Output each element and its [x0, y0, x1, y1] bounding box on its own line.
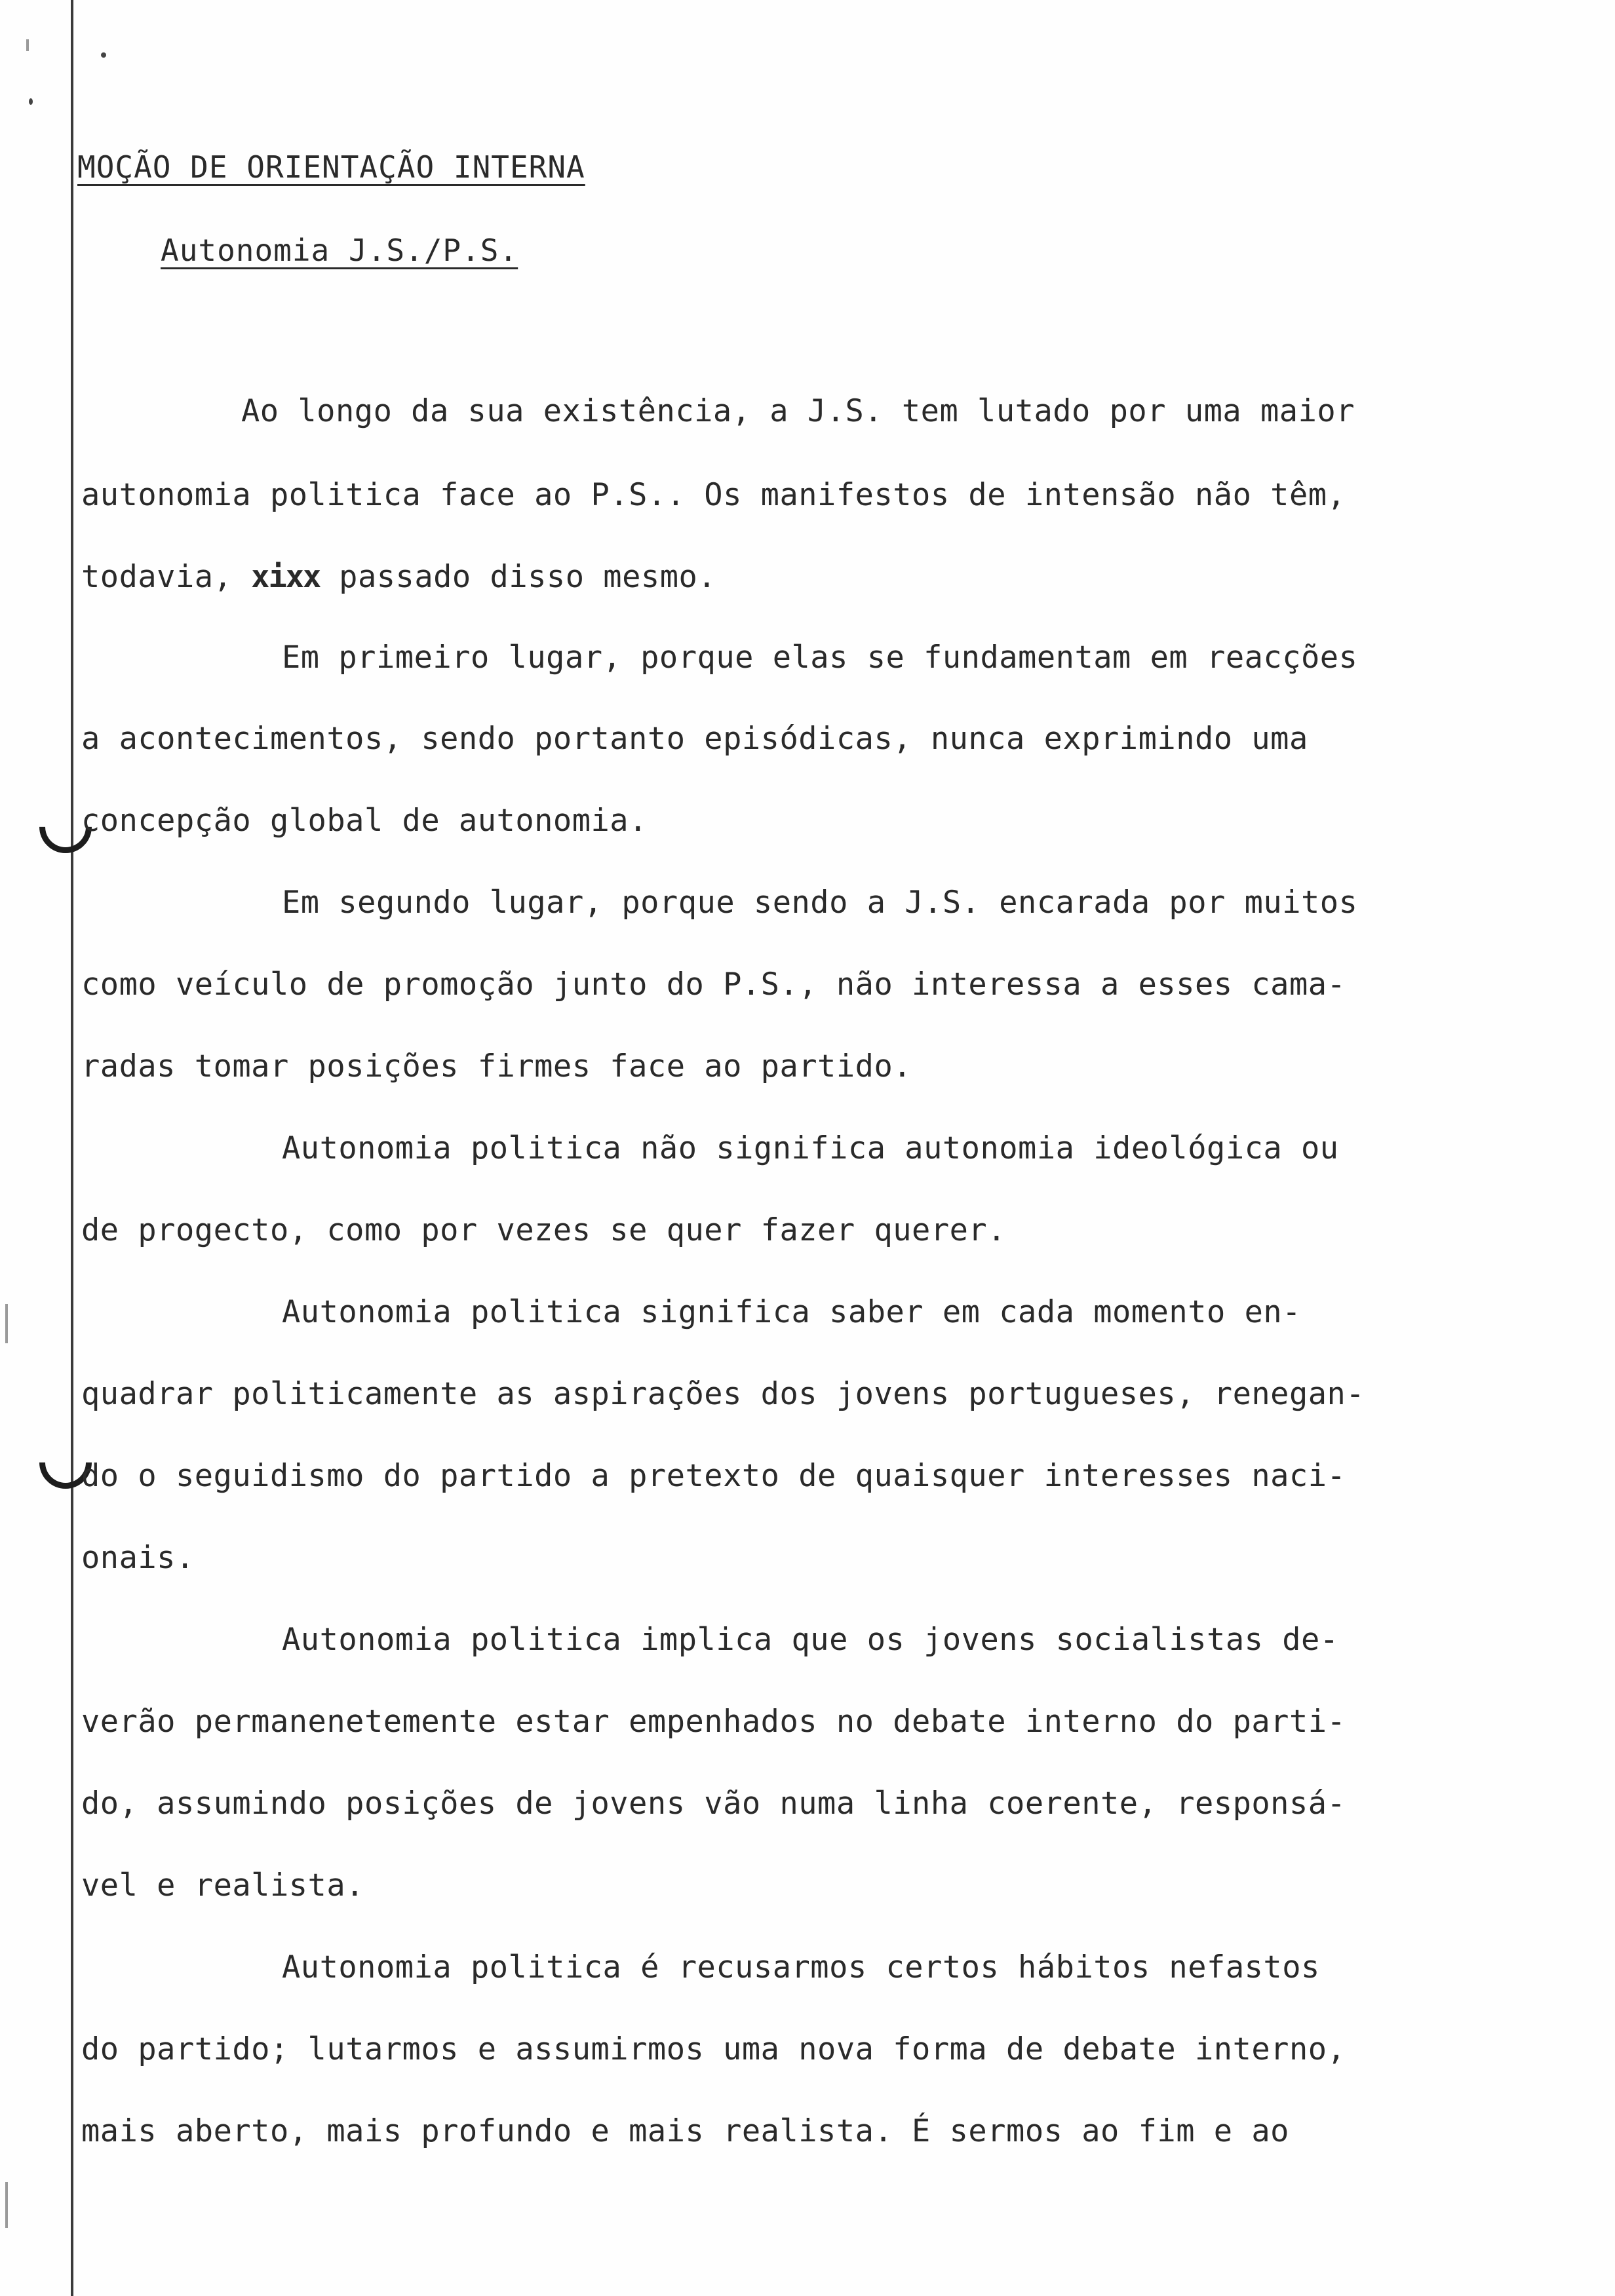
- text-line: onais.: [81, 1540, 195, 1576]
- text-line: radas tomar posições firmes face ao partido.: [81, 1048, 912, 1084]
- text-line: Em primeiro lugar, porque elas se fundamentam em reacções: [282, 640, 1358, 676]
- struck-word: xixx: [251, 559, 321, 595]
- text-line: concepção global de autonomia.: [81, 803, 648, 839]
- edge-mark: [5, 1304, 8, 1343]
- margin-rule: [71, 0, 73, 2296]
- line-rest: passado disso mesmo.: [339, 559, 717, 595]
- document-subheading: Autonomia J.S./P.S.: [161, 233, 518, 268]
- line-prefix: todavia,: [81, 559, 233, 595]
- text-line: do o seguidismo do partido a pretexto de quaisquer interesses naci-: [81, 1458, 1346, 1494]
- speck: [29, 98, 33, 105]
- text-line: Em segundo lugar, porque sendo a J.S. encarada por muitos: [282, 885, 1358, 921]
- edge-mark: [26, 39, 29, 51]
- text-line: como veículo de promoção junto do P.S., não interessa a esses cama-: [81, 966, 1346, 1003]
- text-line: do partido; lutarmos e assumirmos uma nova forma de debate interno,: [81, 2031, 1346, 2067]
- text-line: quadrar politicamente as aspirações dos jovens portugueses, renegan-: [81, 1376, 1365, 1412]
- speck: [101, 52, 106, 58]
- text-line: de progecto, como por vezes se quer fazer querer.: [81, 1212, 1007, 1248]
- text-line: do, assumindo posições de jovens vão numa linha coerente, responsá-: [81, 1786, 1346, 1822]
- text-line: Autonomia politica não significa autonomia ideológica ou: [282, 1130, 1339, 1166]
- text-line: mais aberto, mais profundo e mais realista. É sermos ao fim e ao: [81, 2113, 1289, 2149]
- text-line: [81, 559, 716, 595]
- text-line: autonomia politica face ao P.S.. Os manifestos de intensão não têm,: [81, 477, 1346, 513]
- text-line: a acontecimentos, sendo portanto episódicas, nunca exprimindo uma: [81, 721, 1308, 757]
- text-line: Autonomia politica implica que os jovens socialistas de-: [282, 1622, 1339, 1658]
- document-heading: MOÇÃO DE ORIENTAÇÃO INTERNA: [77, 149, 585, 185]
- text-line: vel e realista.: [81, 1867, 364, 1904]
- text-line: verão permanenetemente estar empenhados no debate interno do parti-: [81, 1704, 1346, 1740]
- text-line: Autonomia politica significa saber em cada momento en-: [282, 1294, 1302, 1330]
- edge-mark: [5, 2182, 8, 2228]
- text-line: Ao longo da sua existência, a J.S. tem lutado por uma maior: [241, 393, 1355, 429]
- text-line: Autonomia politica é recusarmos certos hábitos nefastos: [282, 1949, 1320, 1985]
